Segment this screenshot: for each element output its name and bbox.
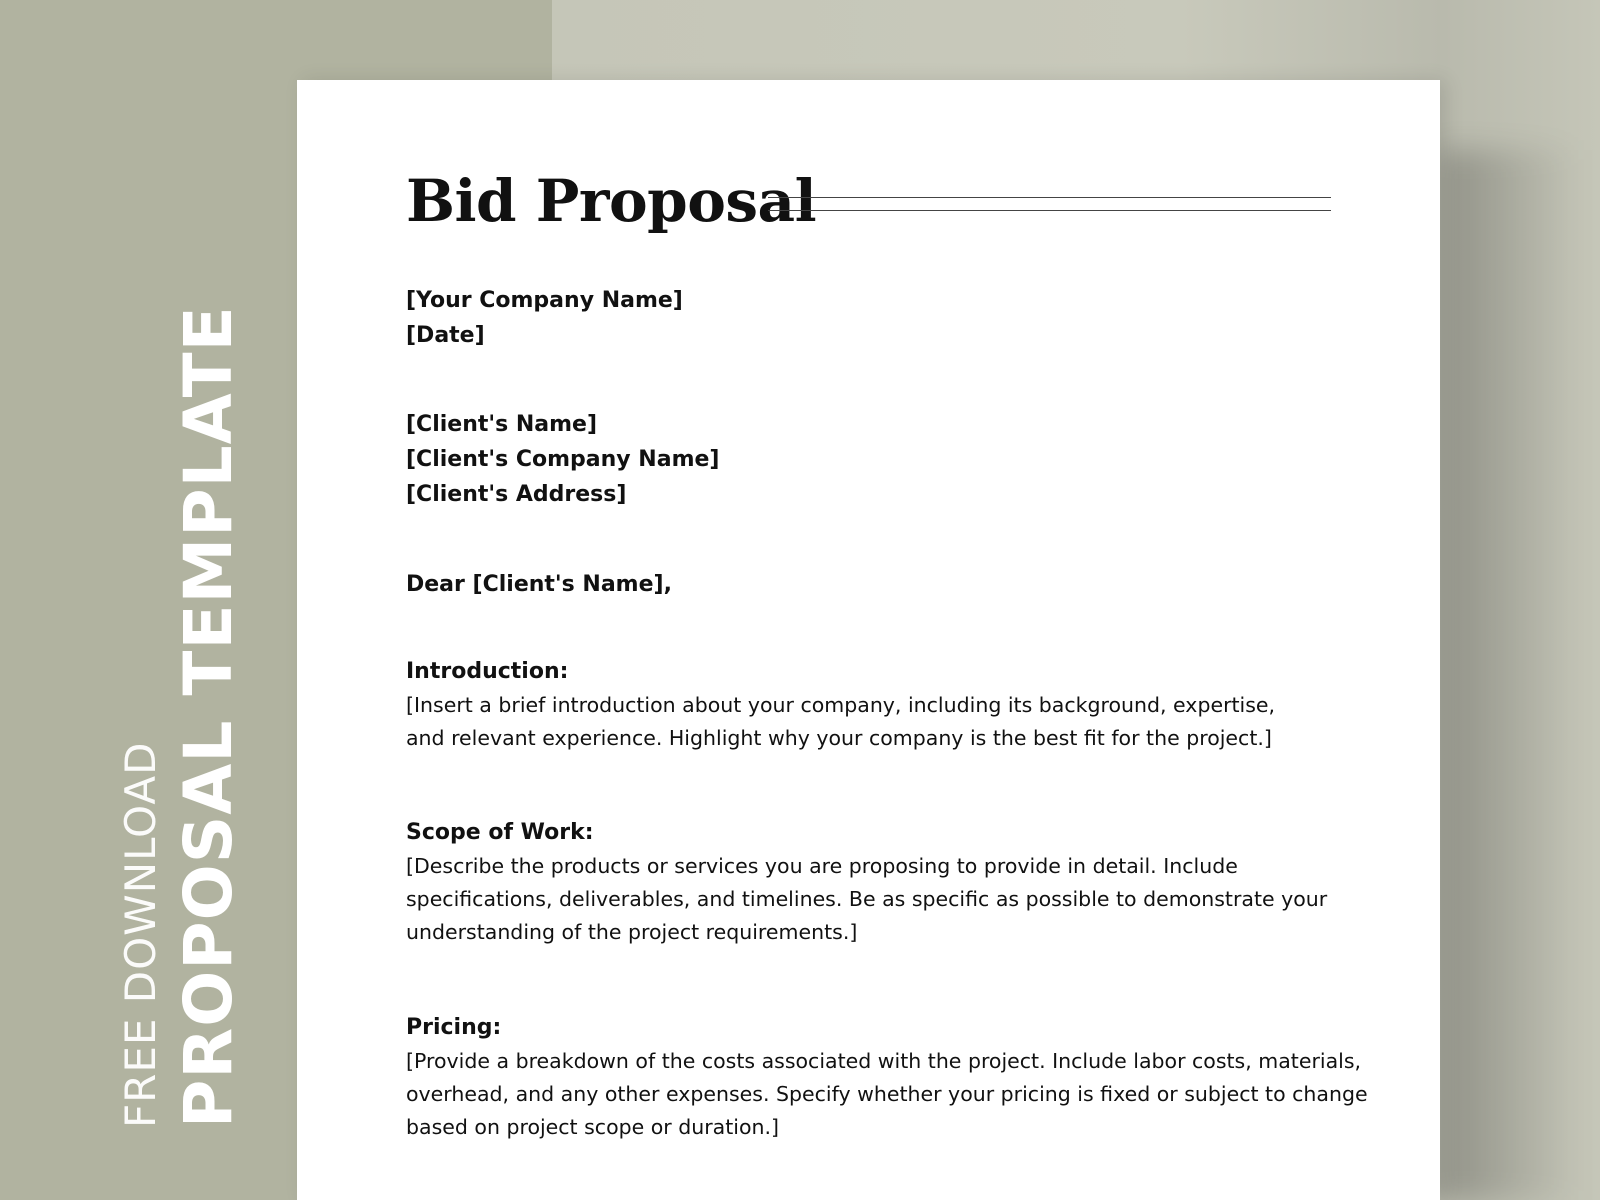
side-banner-proposal-template: PROPOSAL TEMPLATE (170, 305, 247, 1128)
salutation: Dear [Client's Name], (406, 572, 672, 597)
section-scope-of-work (406, 815, 1327, 949)
section-line: based on project scope or duration.] (406, 1115, 780, 1139)
section-introduction (406, 654, 1275, 755)
section-line: understanding of the project requirements.] (406, 920, 858, 944)
section-line: specifications, deliverables, and timelines. Be as specific as possible to demonstrate your (406, 887, 1328, 911)
section-heading: Pricing: (406, 1015, 502, 1040)
paper-shadow (1440, 150, 1580, 1200)
section-line: [Provide a breakdown of the costs associated with the project. Include labor costs, materials, (406, 1049, 1362, 1073)
recipient-name: [Client's Name] (406, 412, 598, 437)
side-banner-free-download: FREE DOWNLOAD (116, 741, 165, 1128)
section-line: and relevant experience. Highlight why your company is the best fit for the project.] (406, 726, 1272, 750)
recipient-company: [Client's Company Name] (406, 447, 720, 472)
title-double-rule (768, 197, 1331, 211)
section-heading: Scope of Work: (406, 820, 594, 845)
salutation-block (406, 567, 672, 602)
section-line: [Insert a brief introduction about your company, including its background, expertise, (406, 693, 1276, 717)
sender-block (406, 283, 683, 353)
recipient-block (406, 407, 719, 512)
section-heading: Introduction: (406, 659, 569, 684)
recipient-address: [Client's Address] (406, 482, 627, 507)
sender-date: [Date] (406, 323, 485, 348)
sender-company: [Your Company Name] (406, 288, 683, 313)
section-line: [Describe the products or services you are proposing to provide in detail. Include (406, 854, 1238, 878)
section-pricing (406, 1010, 1368, 1144)
side-banner (0, 0, 247, 1128)
title-row (406, 167, 1331, 237)
document-page (297, 80, 1440, 1200)
document-title: Bid Proposal (406, 167, 817, 235)
section-line: overhead, and any other expenses. Specify whether your pricing is fixed or subject to change (406, 1082, 1368, 1106)
